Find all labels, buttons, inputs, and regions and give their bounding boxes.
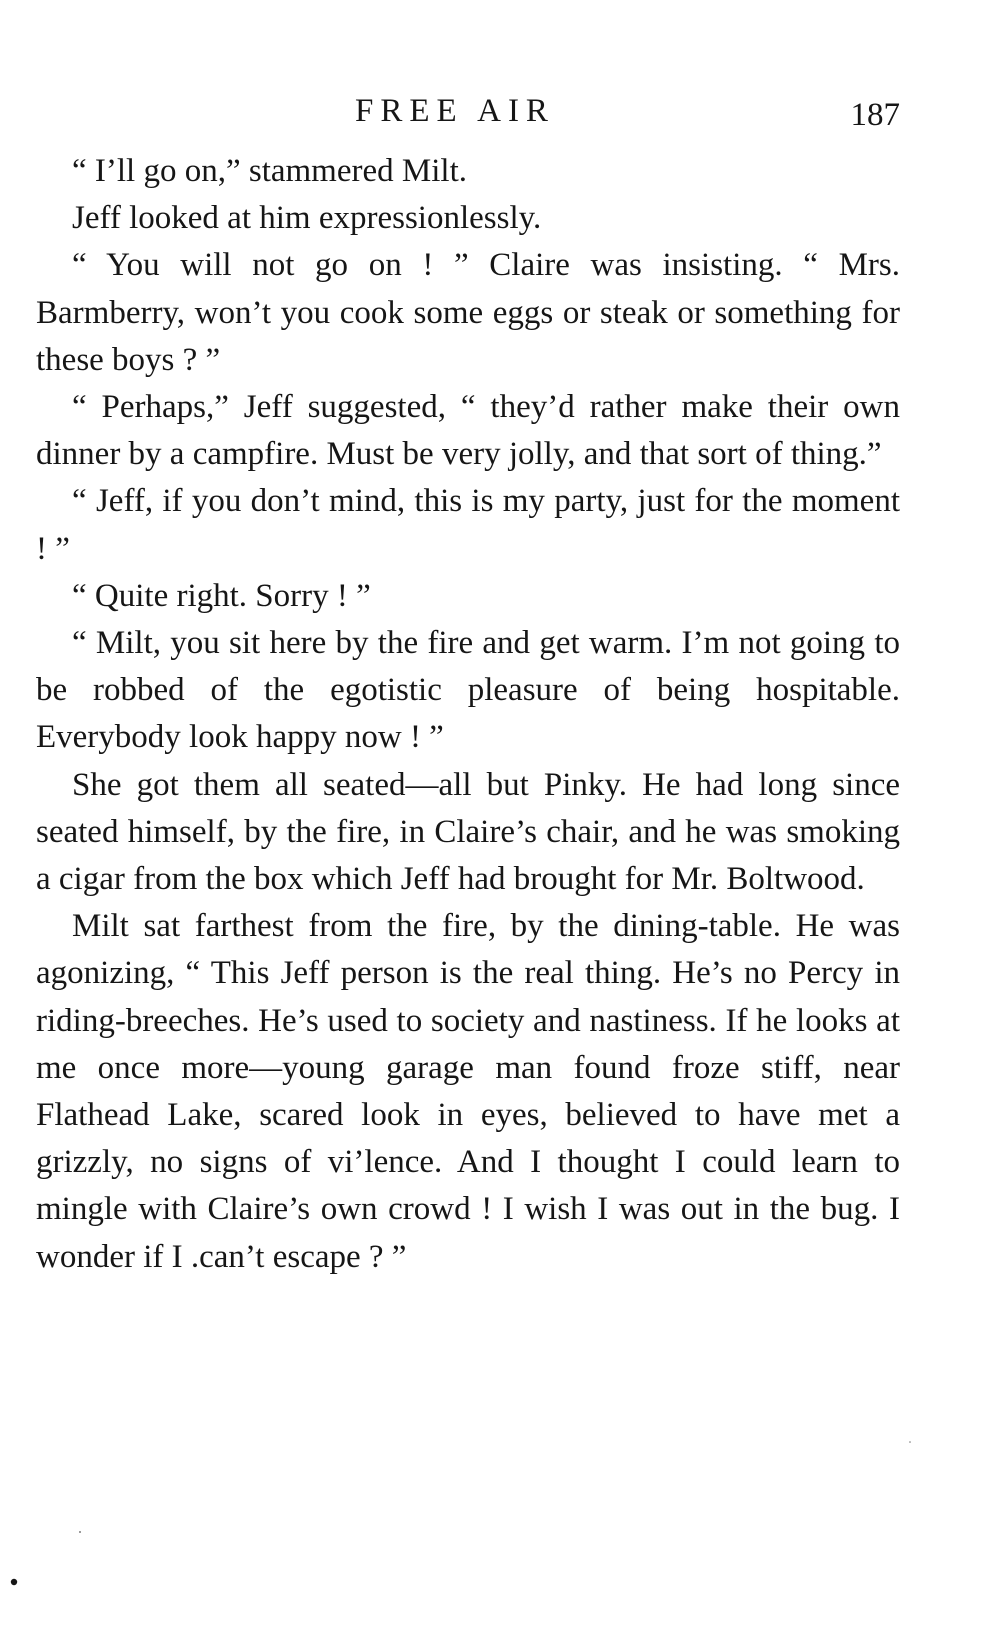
paragraph: “ Milt, you sit here by the fire and get warm. I’m not going to be robbed of the egotistic pleasure of being hospitable. Everybody look happy now ! ” (36, 625, 900, 756)
paragraph: Jeff looked at him expressionlessly. (72, 200, 542, 237)
paragraph: “ Perhaps,” Jeff suggested, “ they’d rather make their own dinner by a campfire. Must be very jolly, and that sort of thing.” (36, 389, 900, 473)
page-number: 187 (850, 97, 900, 133)
ink-speck (909, 1441, 911, 1443)
running-title: FREE AIR (355, 93, 555, 129)
paragraph: “ Jeff, if you don’t mind, this is my party, just for the moment ! ” (36, 483, 900, 567)
paragraph: “ I’ll go on,” stammered Milt. (72, 153, 467, 189)
ink-speck (79, 1531, 81, 1533)
ink-speck (11, 1579, 17, 1585)
body-text (36, 148, 900, 1281)
paragraph: She got them all seated—all but Pinky. He had long since seated himself, by the fire, in Claire’s chair, and he was smoking a cigar from the box which Jeff had brought for Mr. Boltwood. (36, 766, 900, 898)
paragraph: “ You will not go on ! ” Claire was insisting. “ Mrs. Barmberry, won’t you cook some eggs or steak or something for these boys ? ” (36, 247, 900, 378)
running-head (0, 86, 1000, 136)
paragraph: “ Quite right. Sorry ! ” (72, 577, 371, 614)
paragraph: Milt sat farthest from the fire, by the dining-table. He was agonizing, “ This Jeff person is the real thing. He’s no Percy in riding-breeches. He’s used to society and nastiness. If he looks at me once more—young garage man found froze stiff, near Flathead Lake, scared look in eyes, believed to have met a grizzly, no signs of vi’lence. And I thought I could learn to mingle with Claire’s own crowd ! I wish I was out in the bug. I wonder if I .can’t escape ? ” (36, 908, 900, 1275)
